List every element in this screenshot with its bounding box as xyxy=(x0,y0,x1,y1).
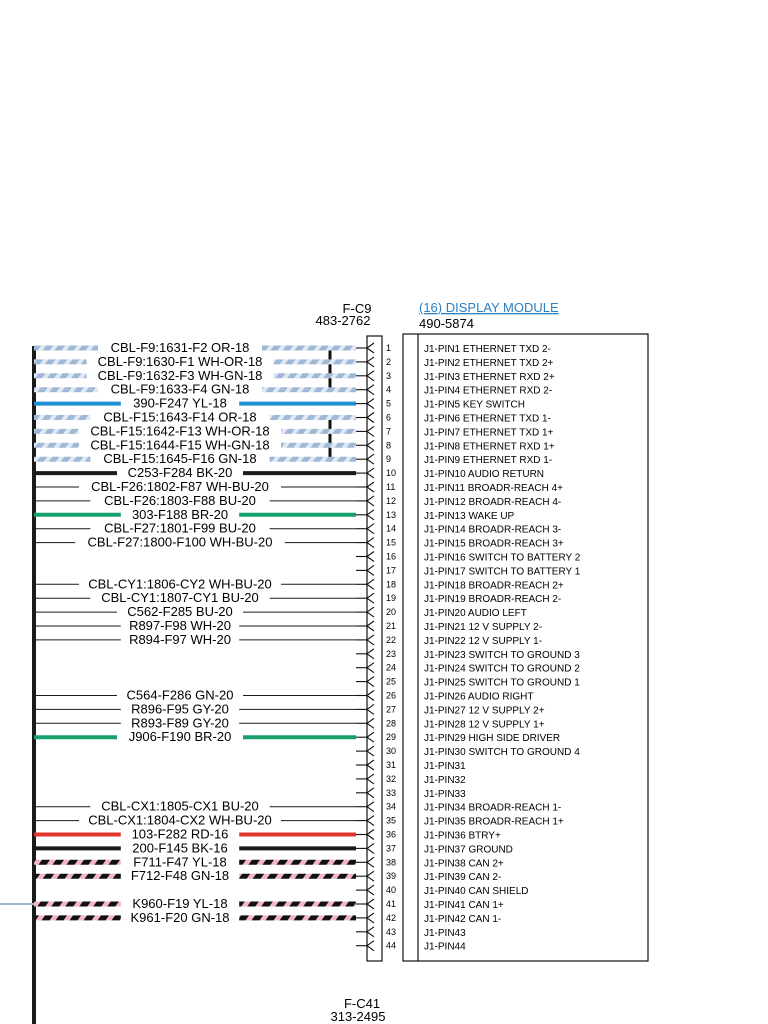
pin-function-label: J1-PIN40 CAN SHIELD xyxy=(424,886,529,898)
pin-function-label: J1-PIN16 SWITCH TO BATTERY 2 xyxy=(424,552,581,564)
pin-row xyxy=(34,590,561,605)
pin-function-label: J1-PIN26 AUDIO RIGHT xyxy=(424,691,534,703)
pin-number: 13 xyxy=(386,509,397,520)
pin-number: 1 xyxy=(386,343,392,353)
pin-row xyxy=(34,715,545,730)
pin-number: 15 xyxy=(386,537,397,548)
pin-row xyxy=(356,649,580,661)
pin-number: 35 xyxy=(386,815,397,826)
pin-function-label: J1-PIN11 BROADR-REACH 4+ xyxy=(424,483,564,494)
pin-function-label: J1-PIN22 12 V SUPPLY 1- xyxy=(424,635,543,647)
wire-label: 200-F145 BK-16 xyxy=(132,840,228,856)
pin-arrow-mark xyxy=(367,857,374,867)
pin-row xyxy=(34,896,504,911)
pin-number: 23 xyxy=(386,648,397,659)
pin-row xyxy=(34,701,545,716)
pin-arrow-mark xyxy=(367,482,374,492)
pin-number: 5 xyxy=(386,398,392,409)
pin-number: 11 xyxy=(386,482,396,492)
pin-number: 24 xyxy=(386,662,397,673)
wire-label: C562-F285 BU-20 xyxy=(127,604,233,620)
pin-number: 8 xyxy=(386,440,392,451)
pin-arrow-mark xyxy=(367,371,374,381)
pin-arrow-mark xyxy=(367,691,374,701)
pin-function-label: J1-PIN42 CAN 1- xyxy=(424,913,502,925)
pin-arrow-mark xyxy=(367,552,374,562)
pin-arrow-mark xyxy=(367,816,374,826)
pin-row xyxy=(34,729,560,744)
pin-arrow-mark xyxy=(367,426,374,436)
pin-row xyxy=(34,465,544,480)
pin-function-label: J1-PIN23 SWITCH TO GROUND 3 xyxy=(424,649,580,661)
pin-arrow-mark xyxy=(367,663,374,673)
pin-arrow-mark xyxy=(367,621,374,631)
pin-arrow-mark xyxy=(367,760,374,770)
pin-arrow-mark xyxy=(367,871,374,881)
wire-label: CBL-F27:1801-F99 BU-20 xyxy=(104,520,256,536)
connector-top-id: F-C9 xyxy=(342,301,372,316)
wire-label: CBL-F26:1802-F87 WH-BU-20 xyxy=(91,479,269,494)
pin-function-label: J1-PIN13 WAKE UP xyxy=(424,510,515,522)
pin-row xyxy=(34,535,564,550)
pin-number: 12 xyxy=(386,495,397,506)
pin-row xyxy=(34,410,551,425)
wire-label: CBL-F9:1632-F3 WH-GN-18 xyxy=(97,367,263,383)
pin-number: 43 xyxy=(386,926,397,937)
pin-arrow-mark xyxy=(367,913,374,923)
pin-function-label: J1-PIN43 xyxy=(424,927,466,939)
connector-top-part: 483-2762 xyxy=(315,313,371,328)
pin-number: 27 xyxy=(386,704,397,715)
pin-function-label: J1-PIN27 12 V SUPPLY 2+ xyxy=(424,705,545,717)
pin-row xyxy=(34,799,561,814)
pin-arrow-mark xyxy=(367,357,374,367)
pin-number: 20 xyxy=(386,607,397,618)
pin-function-label: J1-PIN25 SWITCH TO GROUND 1 xyxy=(424,677,580,689)
wire-label: CBL-F15:1645-F16 GN-18 xyxy=(103,451,257,467)
pin-arrow-mark xyxy=(367,704,374,714)
pin-function-label: J1-PIN24 SWITCH TO GROUND 2 xyxy=(424,663,580,675)
pin-arrow-mark xyxy=(367,343,374,353)
wire-label: CBL-CY1:1806-CY2 WH-BU-20 xyxy=(88,576,272,592)
pin-row xyxy=(34,813,564,828)
pin-function-label: J1-PIN28 12 V SUPPLY 1+ xyxy=(424,719,545,731)
pin-number: 29 xyxy=(386,732,397,743)
pin-row xyxy=(34,396,525,411)
pin-row xyxy=(34,437,555,452)
pin-row xyxy=(34,868,501,883)
pin-number: 25 xyxy=(386,676,397,687)
pin-arrow-mark xyxy=(367,496,374,506)
wire-label: F711-F47 YL-18 xyxy=(133,854,227,870)
pin-function-label: J1-PIN19 BROADR-REACH 2- xyxy=(424,594,562,606)
pin-arrow-mark xyxy=(367,593,374,603)
wire-label: R893-F89 GY-20 xyxy=(131,715,229,731)
pin-function-label: J1-PIN8 ETHERNET RXD 1+ xyxy=(424,441,555,453)
pin-function-label: J1-PIN1 ETHERNET TXD 2- xyxy=(424,344,551,355)
pin-row xyxy=(34,854,504,869)
pin-function-label: J1-PIN31 xyxy=(424,761,466,772)
pin-rows xyxy=(34,340,581,953)
pin-row xyxy=(34,423,554,438)
wire-label: K960-F19 YL-18 xyxy=(132,896,228,911)
pin-function-label: J1-PIN39 CAN 2- xyxy=(424,872,502,884)
pin-arrow-mark xyxy=(367,607,374,617)
pin-arrow-mark xyxy=(367,635,374,645)
pin-arrow-mark xyxy=(367,830,374,840)
pin-function-label: J1-PIN5 KEY SWITCH xyxy=(424,399,525,411)
pin-function-label: J1-PIN10 AUDIO RETURN xyxy=(424,469,545,481)
pin-number: 10 xyxy=(386,468,397,479)
wire-label: CBL-CX1:1804-CX2 WH-BU-20 xyxy=(88,812,272,828)
pin-row xyxy=(356,941,466,953)
pin-arrow-mark xyxy=(367,899,374,909)
wire-label: J906-F190 BR-20 xyxy=(128,729,232,745)
pin-number: 9 xyxy=(386,454,392,465)
pin-row xyxy=(356,746,580,758)
pin-number: 38 xyxy=(386,857,397,868)
wire-label: CBL-F26:1803-F88 BU-20 xyxy=(104,492,256,508)
pin-row xyxy=(34,618,542,633)
pin-row xyxy=(34,479,563,494)
wire-label: 303-F188 BR-20 xyxy=(131,506,229,522)
pin-number: 40 xyxy=(386,885,397,896)
pin-function-label: J1-PIN7 ETHERNET TXD 1+ xyxy=(424,427,554,439)
pin-number: 36 xyxy=(386,829,397,840)
pin-function-label: J1-PIN29 HIGH SIDE DRIVER xyxy=(424,733,561,745)
pin-function-label: J1-PIN44 xyxy=(424,941,466,953)
pin-arrow-mark xyxy=(367,802,374,812)
pin-function-label: J1-PIN41 CAN 1+ xyxy=(424,900,504,911)
pin-arrow-mark xyxy=(367,413,374,423)
wire-label: R896-F95 GY-20 xyxy=(131,701,229,717)
pin-arrow-mark xyxy=(367,843,374,853)
pin-function-label: J1-PIN38 CAN 2+ xyxy=(424,858,504,870)
wire-label: CBL-CX1:1805-CX1 BU-20 xyxy=(101,798,259,814)
pin-row xyxy=(356,774,466,786)
pin-row xyxy=(356,788,466,800)
pin-row xyxy=(34,368,555,383)
pin-number: 14 xyxy=(386,523,397,534)
wire-label: C253-F284 BK-20 xyxy=(127,465,233,481)
pin-row xyxy=(34,827,501,842)
wire-label: 103-F282 RD-16 xyxy=(131,826,229,842)
pin-function-label: J1-PIN6 ETHERNET TXD 1- xyxy=(424,413,551,425)
pin-arrow-mark xyxy=(367,941,374,951)
pin-arrow-mark xyxy=(367,649,374,659)
wire-label: CBL-F15:1642-F13 WH-OR-18 xyxy=(90,423,270,439)
pin-function-label: J1-PIN3 ETHERNET RXD 2+ xyxy=(424,371,555,383)
pin-row xyxy=(34,382,552,397)
connector-bottom-part: 313-2495 xyxy=(330,1009,386,1024)
pin-function-label: J1-PIN30 SWITCH TO GROUND 4 xyxy=(424,747,580,759)
wire-label: 390-F247 YL-18 xyxy=(133,395,227,411)
pin-number: 2 xyxy=(386,356,392,367)
pin-function-label: J1-PIN14 BROADR-REACH 3- xyxy=(424,524,562,536)
pin-row xyxy=(34,451,552,466)
pin-number: 19 xyxy=(386,593,397,604)
pin-arrow-mark xyxy=(367,746,374,756)
pin-function-label: J1-PIN15 BROADR-REACH 3+ xyxy=(424,538,564,550)
pin-number: 37 xyxy=(386,843,397,854)
pin-number: 3 xyxy=(386,370,392,381)
pin-function-label: J1-PIN37 GROUND xyxy=(424,844,513,856)
pin-arrow-mark xyxy=(367,385,374,395)
pin-arrow-mark xyxy=(367,579,374,589)
pin-arrow-mark xyxy=(367,510,374,520)
wire-label: CBL-F9:1633-F4 GN-18 xyxy=(110,381,250,397)
pin-function-label: J1-PIN9 ETHERNET RXD 1- xyxy=(424,455,553,467)
pin-arrow-mark xyxy=(367,565,374,575)
pin-row xyxy=(34,340,551,355)
wire-label: C564-F286 GN-20 xyxy=(126,687,234,703)
pin-arrow-mark xyxy=(367,440,374,450)
pin-number: 21 xyxy=(386,621,397,631)
pin-row xyxy=(34,507,515,522)
pin-number: 7 xyxy=(386,426,392,437)
pin-row xyxy=(34,840,513,855)
pin-function-label: J1-PIN33 xyxy=(424,788,466,800)
pin-arrow-mark xyxy=(367,732,374,742)
module-title[interactable]: (16) DISPLAY MODULE xyxy=(419,300,559,315)
pin-row xyxy=(34,910,501,925)
pin-number: 33 xyxy=(386,787,397,798)
pin-function-label: J1-PIN4 ETHERNET RXD 2- xyxy=(424,385,553,397)
pin-arrow-mark xyxy=(367,468,374,478)
pin-function-label: J1-PIN12 BROADR-REACH 4- xyxy=(424,496,562,508)
wire-label: R897-F98 WH-20 xyxy=(129,618,231,633)
pin-function-label: J1-PIN34 BROADR-REACH 1- xyxy=(424,802,562,814)
pin-row xyxy=(34,632,542,647)
pin-row xyxy=(34,493,561,508)
pin-function-label: J1-PIN17 SWITCH TO BATTERY 1 xyxy=(424,566,581,578)
pin-number: 26 xyxy=(386,690,397,701)
pin-row xyxy=(34,688,533,703)
pin-row xyxy=(356,760,466,772)
wire-label: CBL-F15:1643-F14 OR-18 xyxy=(103,409,257,425)
pin-row xyxy=(356,663,580,675)
pin-arrow-mark xyxy=(367,788,374,798)
pin-number: 42 xyxy=(386,912,397,923)
pin-number: 18 xyxy=(386,579,397,590)
pin-function-label: J1-PIN21 12 V SUPPLY 2- xyxy=(424,622,543,633)
pin-number: 22 xyxy=(386,634,397,645)
pin-number: 28 xyxy=(386,718,397,729)
wire-label: CBL-F15:1644-F15 WH-GN-18 xyxy=(90,437,270,453)
pin-function-label: J1-PIN20 AUDIO LEFT xyxy=(424,608,527,620)
pin-function-label: J1-PIN18 BROADR-REACH 2+ xyxy=(424,580,564,592)
pin-number: 16 xyxy=(386,551,397,562)
pin-row xyxy=(34,354,554,369)
pin-arrow-mark xyxy=(367,399,374,409)
module-part: 490-5874 xyxy=(419,316,474,331)
pin-number: 41 xyxy=(386,899,397,909)
wire-label: CBL-F27:1800-F100 WH-BU-20 xyxy=(87,534,273,550)
pin-row xyxy=(34,576,564,591)
pin-number: 4 xyxy=(386,384,392,395)
pin-function-label: J1-PIN35 BROADR-REACH 1+ xyxy=(424,816,564,828)
pin-number: 6 xyxy=(386,412,392,423)
wire-label: CBL-F9:1631-F2 OR-18 xyxy=(110,340,250,355)
pin-number: 30 xyxy=(386,746,397,757)
connector-bottom-id: F-C41 xyxy=(343,996,381,1011)
pin-function-label: J1-PIN32 xyxy=(424,774,466,786)
pin-arrow-mark xyxy=(367,677,374,687)
pin-arrow-mark xyxy=(367,885,374,895)
pin-arrow-mark xyxy=(367,454,374,464)
pin-function-label: J1-PIN2 ETHERNET TXD 2+ xyxy=(424,357,554,369)
wire-label: K961-F20 GN-18 xyxy=(130,909,230,925)
pin-number: 39 xyxy=(386,871,397,882)
pin-row xyxy=(356,927,466,939)
pin-number: 32 xyxy=(386,773,397,784)
pin-row xyxy=(34,604,527,619)
pin-arrow-mark xyxy=(367,774,374,784)
pin-number: 17 xyxy=(386,565,397,576)
pin-number: 34 xyxy=(386,801,397,812)
wire-label: CBL-CY1:1807-CY1 BU-20 xyxy=(101,590,259,606)
pin-function-label: J1-PIN36 BTRY+ xyxy=(424,830,501,842)
pin-number: 31 xyxy=(386,760,397,770)
wire-label: F712-F48 GN-18 xyxy=(130,868,230,884)
pin-row xyxy=(356,552,581,564)
pin-arrow-mark xyxy=(367,538,374,548)
pin-arrow-mark xyxy=(367,927,374,937)
pin-row xyxy=(34,521,561,536)
wire-label: R894-F97 WH-20 xyxy=(129,631,231,647)
pin-arrow-mark xyxy=(367,718,374,728)
wire-label: CBL-F9:1630-F1 WH-OR-18 xyxy=(97,353,263,369)
pin-row xyxy=(356,677,580,689)
pin-arrow-mark xyxy=(367,524,374,534)
pin-number: 44 xyxy=(386,940,397,951)
pin-row xyxy=(356,565,581,577)
